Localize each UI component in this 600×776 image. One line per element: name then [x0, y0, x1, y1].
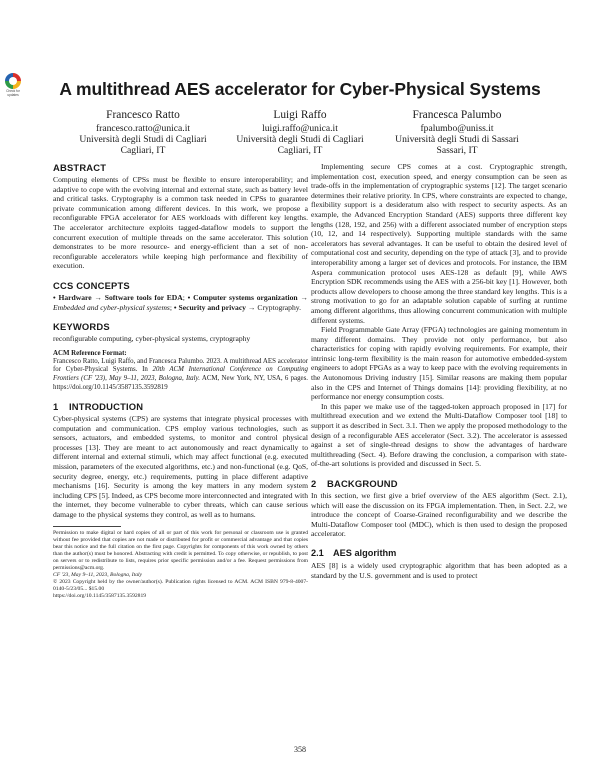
footnote-rule — [53, 526, 121, 527]
abstract-text: Computing elements of CPSs must be flexible to ensure interoperability; and adaptive to cope with the evolving internal and external state, such as battery level and critical tasks. Cryptography is a common task needed in CPSs to guarantee private communication among different devices. In this work, we propose a reconfigurable FPGA accelerator for AES workloads with different key lengths. The accelerator architecture exploits tagged-dataflow models to support the concurrent execution of multiple threads on the same accelerator. This solution demonstrates to be more resource- and energy-efficient than a set of non-reconfigurable accelerators while keeping high performance and flexibility of execution. — [53, 175, 308, 271]
update-badge-label: Check for updates — [6, 89, 20, 97]
ccs-sub-2: Embedded and cyber-physical systems — [53, 302, 170, 312]
author-affiliation: Università degli Studi di Cagliari — [236, 134, 364, 145]
permission-footnote: Permission to make digital or hard copies of all or part of this work for personal or classroom use is granted without fee provided that copies are not made or distributed for profit or commercial advantage and that copies bear this notice and the full citation on the first page. Copyrights for components of this work owned by others than the author(s) must be honored. Abstracting with credit is permitted. To copy otherwise, or republish, to post on servers or to redistribute to lists, requires prior specific permission and/or a fee. Request permissions from permissions@acm.org. — [53, 529, 308, 571]
keywords-heading: KEYWORDS — [53, 321, 110, 333]
right-column — [311, 162, 567, 580]
background-text: In this section, we first give a brief overview of the AES algorithm (Sect. 2.1), which will ease the discussion on its FPGA implementation. Then, in Sect. 2.2, we introduce the concept of Coarse-Grained reconfigurability and we describe the Multi-Dataflow Composer tool (MDC), which is then used to design the proposed accelerator. — [311, 491, 567, 539]
ccs-arrow: → — [300, 292, 308, 302]
copyright-footnote: © 2023 Copyright held by the owner/author(s). Publication rights licensed to ACM. ACM ISBN 979-8-4007-0140-5/23/05... $15.00 — [53, 578, 308, 592]
acm-reference-venue: 20th ACM International Conference on Computing Frontiers (CF '23), May 9–11, 2023, Bologna, Italy. — [53, 366, 308, 382]
acm-reference-heading: ACM Reference Format: — [53, 349, 127, 357]
ccs-main-1: Hardware — [58, 292, 92, 302]
subsection-title: AES algorithm — [333, 547, 397, 558]
acm-reference-authors: Francesco Ratto, Luigi Raffo, and Francesca Palumbo. 2023. A multithread AES accelerator for Cyber-Physical Systems. In — [53, 357, 308, 374]
ccs-arrow: → — [94, 292, 102, 302]
author-affiliation: Università degli Studi di Cagliari — [79, 134, 207, 145]
author-location: Cagliari, IT — [120, 145, 166, 156]
intro-heading — [53, 401, 308, 412]
ccs-main-2: Computer systems organization — [193, 292, 298, 302]
aes-text: AES [8] is a widely used cryptographic algorithm that has been adopted as a standard by the U.S. government and is used to protect — [311, 560, 567, 580]
author-location: Sassari, IT — [436, 145, 478, 156]
doi-footnote[interactable]: https://doi.org/10.1145/3587135.3592819 — [53, 592, 147, 599]
author-name: Francesca Palumbo — [412, 109, 502, 121]
author-block-1 — [53, 108, 233, 156]
author-affiliation: Università degli Studi di Sassari — [395, 134, 519, 145]
paragraph-this-paper: In this paper we make use of the tagged-token approach proposed in [17] for multithread execution and we extend the Multi-Dataflow Composer tool [18] to support it as described in Sect. 3.1. Then we apply the proposed methodology to the design of a reconfigurable AES accelerator (Sect. 3.2). The accelerator is assessed against a set of single-thread designs to show the advantages of hardware multithreading (Sect. 4). Before drawing the conclusion, a comparison with state-of-the-art solutions is provided and discussed in Sect. 5. — [311, 401, 567, 469]
background-heading — [311, 478, 567, 489]
keywords-text: reconfigurable computing, cyber-physical systems, cryptography — [53, 334, 251, 344]
author-block-3 — [367, 108, 547, 156]
section-title: INTRODUCTION — [69, 401, 144, 413]
ccs-arrow: → — [247, 302, 256, 312]
abstract-heading: ABSTRACT — [53, 162, 107, 173]
ccs-concepts: • Hardware → Software tools for EDA; • Computer systems organization → Embedded and cyber-physical systems; • Security and privacy → Cryptography. — [53, 292, 308, 312]
acm-reference-text — [53, 358, 308, 392]
author-email: francesco.ratto@unica.it — [95, 123, 191, 134]
section-number: 1 — [53, 401, 59, 413]
ccs-bullet: • — [53, 292, 56, 302]
section-title: BACKGROUND — [327, 478, 398, 489]
ccs-sub-1: Software tools for EDA — [104, 292, 183, 302]
page-number: 358 — [294, 745, 306, 754]
paragraph-fpga: Field Programmable Gate Array (FPGA) technologies are gaining momentum in many different domains. They provide not only performance, but also characteristics for coping with rapidly evolving requirements. For example, their intrinsic long-term flexibility is the main reason for automotive embedded-system engineers to adopt FPGAs as a way to keep pace with the evolving requirements in the Autonomous Driving industry [15]. Similar reasons are making them popular also in the CPS and Internet of Things domains [14]: providing flexibility, at no performance nor energy consumption costs. — [311, 325, 567, 402]
author-email: fpalumbo@uniss.it — [420, 123, 494, 134]
ccs-heading: CCS CONCEPTS — [53, 279, 130, 291]
conference-info: CF '23, May 9–11, 2023, Bologna, Italy — [53, 571, 143, 578]
intro-text: Cyber-physical systems (CPS) are systems that integrate physical processes with computation and communication. CPS employ various technologies, such as sensors, actuators, and embedded systems, to monitor and control physical processes [13]. They are meant to act autonomously and react dynamically to different internal and external stimuli, which may affect functional (e.g. executed mission, parameters of the executed algorithms, etc.) and non-functional (e.g. QoS, security degree, energy, etc.) requirements, putting in place different adaptive mechanisms [16]. Security is among the key matters in any modern system including CPS [5]. Indeed, as CPS become more interconnected and integrated with the internet, they become vulnerable to cyber threats, which can cause serious damage to the physical systems they control, as well as to humans. — [53, 414, 308, 520]
author-block-2 — [210, 108, 390, 156]
author-name: Luigi Raffo — [273, 109, 327, 121]
acm-reference-doi[interactable]: ACM, New York, NY, USA, 6 pages. https://doi.org/10.1145/3587135.3592819 — [53, 374, 309, 391]
section-number: 2 — [311, 478, 317, 489]
aes-heading — [311, 548, 567, 559]
ccs-main-3: Security and privacy — [178, 302, 246, 312]
ccs-bullet: • — [173, 302, 177, 312]
author-name: Francesco Ratto — [106, 109, 180, 121]
left-column — [53, 162, 308, 600]
conference-footnote — [53, 572, 308, 579]
paragraph-secure-cps: Implementing secure CPS comes at a cost. Cryptographic strength, implementation cost, execution speed, and energy consumption can be seen as trade-offs in the implementation of cryptographic systems [12]. The target scenario determines their relative priority. In CPS, where constraints are expected to change, flexibility support is a desideratum also with respect to security aspects. As an example, the Advanced Encryption Standard (AES) supports three different key lengths (128, 192, and 256) with a different associated number of encryption steps (10, 12, and 14 respectively). Supporting multiple standards with the same accelerators has several advantages. It can be useful to obtain the desired level of computational cost and security, depending on the type of attack [3], and to provide interoperability among a larger set of devices and protocols. For instance, the IBM Aspera communication protocol uses AES-128 as default [9], while AWS Encryption SDK recommends using the AES with a 256-bit key [1]. However, both products allow developers to choose among the three standard key lengths. This is a strong motivation to go for an adaptable solution capable of surfing at runtime among different algorithms, thus allowing concurrent communication with multiple different systems. — [311, 162, 567, 325]
ccs-sub-3: Cryptography — [257, 302, 300, 312]
subsection-number: 2.1 — [311, 547, 324, 558]
paper-title: A multithread AES accelerator for Cyber-Physical Systems — [59, 79, 541, 99]
ccs-bullet: • — [187, 292, 191, 302]
author-email: luigi.raffo@unica.it — [262, 123, 338, 134]
author-location: Cagliari, IT — [277, 145, 323, 156]
